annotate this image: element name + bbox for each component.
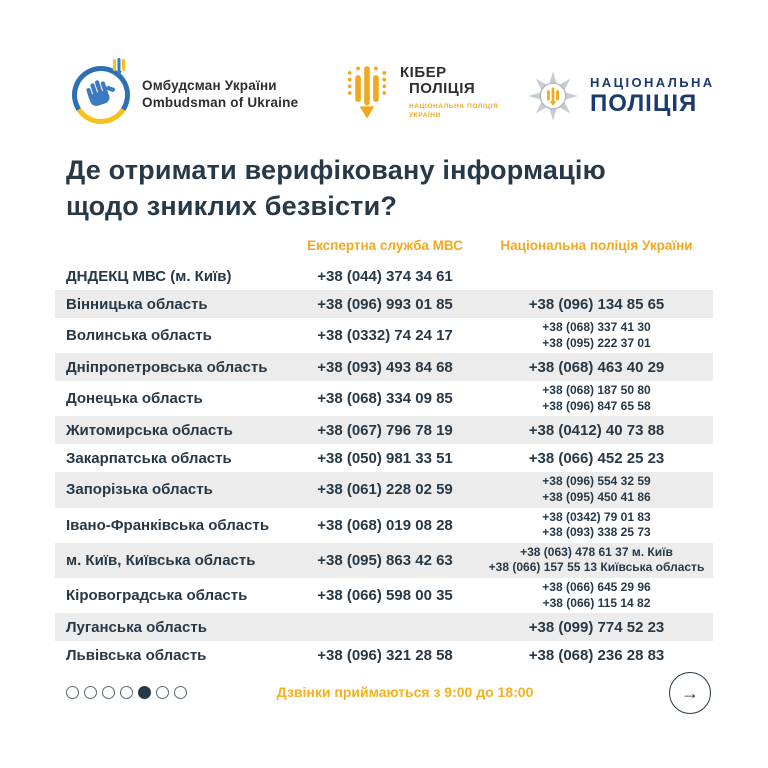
police-phone-line: +38 (066) 645 29 96 — [542, 579, 651, 594]
police-phone-line: +38 (096) 847 65 58 — [542, 398, 651, 413]
police-phone-line: +38 (066) 452 25 23 — [528, 449, 665, 467]
table-row — [55, 262, 713, 290]
cyberpolice-label-line1: КІБЕР — [400, 64, 447, 81]
pagination-dot[interactable] — [102, 686, 115, 699]
page-title: Де отримати верифіковану інформацію щодо зниклих безвісти? — [66, 155, 606, 221]
police-phones — [480, 381, 713, 416]
mvs-phone: +38 (096) 321 28 58 — [317, 646, 453, 664]
police-phones — [480, 645, 713, 666]
police-phones — [480, 294, 713, 315]
mvs-column-header: Експертна служба МВС — [307, 238, 463, 253]
cyberpolice-logo — [344, 64, 498, 122]
police-phone-line: +38 (068) 187 50 80 — [542, 383, 651, 398]
region-name: м. Київ, Київська область — [66, 551, 256, 569]
trident-icon — [112, 58, 126, 76]
ombudsman-label-en: Ombudsman of Ukraine — [142, 95, 299, 110]
police-phones — [480, 508, 713, 543]
region-name: Дніпропетровська область — [66, 358, 268, 376]
mvs-phone — [290, 625, 480, 629]
region-name: Закарпатська область — [66, 449, 232, 467]
pagination-dot[interactable] — [120, 686, 133, 699]
mvs-phone: +38 (068) 334 09 85 — [317, 390, 453, 408]
national-police-logo — [527, 70, 715, 122]
region-name: Вінницька область — [66, 295, 208, 313]
mvs-phone: +38 (068) 019 08 28 — [317, 516, 453, 534]
pagination-dot[interactable] — [156, 686, 169, 699]
hand-icon — [84, 78, 118, 112]
police-phone-line: +38 (095) 450 41 86 — [542, 489, 651, 504]
police-phone-line: +38 (099) 774 52 23 — [528, 618, 665, 636]
table-row — [55, 444, 713, 472]
region-name: Донецька область — [66, 390, 203, 408]
region-column-spacer — [55, 238, 290, 253]
pagination-dots — [66, 686, 187, 699]
table-row — [55, 613, 713, 641]
table-row — [55, 472, 713, 507]
table-row — [55, 381, 713, 416]
police-badge-icon — [527, 70, 579, 122]
cyberpolice-sub-line1: НАЦІОНАЛЬНА ПОЛІЦІЯ — [409, 102, 499, 110]
table-row — [55, 641, 713, 669]
pagination-dot[interactable] — [174, 686, 187, 699]
ombudsman-logo — [72, 66, 298, 124]
table-row — [55, 416, 713, 444]
ombudsman-circle-icon — [72, 66, 130, 124]
police-phone-line: +38 (096) 134 85 65 — [528, 295, 665, 313]
table-row — [55, 353, 713, 381]
pagination-dot[interactable] — [138, 686, 151, 699]
region-name: Волинська область — [66, 327, 212, 345]
police-phones — [480, 357, 713, 378]
mvs-phone: +38 (093) 493 84 68 — [317, 358, 453, 376]
police-phone-line: +38 (0412) 40 73 88 — [528, 421, 665, 439]
police-phones — [480, 617, 713, 638]
region-name: Житомирська область — [66, 421, 233, 439]
police-phones — [480, 472, 713, 507]
police-phones — [480, 448, 713, 469]
mvs-phone: +38 (050) 981 33 51 — [317, 449, 453, 467]
mvs-phone: +38 (061) 228 02 59 — [317, 481, 453, 499]
cyberpolice-sub-line2: УКРАЇНИ — [409, 112, 441, 120]
national-police-label-line2: ПОЛІЦІЯ — [590, 89, 698, 117]
police-phone-line: +38 (095) 222 37 01 — [542, 335, 651, 350]
region-name: Кіровоградська область — [66, 587, 248, 605]
phone-table — [55, 262, 713, 669]
police-phone-line: +38 (068) 463 40 29 — [528, 358, 665, 376]
pagination-dot[interactable] — [66, 686, 79, 699]
arrow-right-icon: → — [681, 682, 699, 703]
police-column-header: Національна поліція України — [500, 238, 693, 253]
region-name: Запорізька область — [66, 481, 213, 499]
police-phone-line: +38 (0342) 79 01 83 — [542, 509, 651, 524]
mvs-phone: +38 (096) 993 01 85 — [317, 295, 453, 313]
mvs-phone: +38 (067) 796 78 19 — [317, 421, 453, 439]
footer — [55, 672, 713, 716]
police-phones — [480, 543, 713, 578]
ombudsman-label-ua: Омбудсман України — [142, 78, 277, 94]
region-name: Луганська область — [66, 618, 207, 636]
next-page-button[interactable] — [669, 672, 711, 714]
mvs-phone: +38 (044) 374 34 61 — [317, 267, 453, 285]
police-phone-line: +38 (068) 236 28 83 — [528, 646, 665, 664]
police-phones — [480, 274, 713, 278]
police-phones — [480, 420, 713, 441]
mvs-phone: +38 (066) 598 00 35 — [317, 587, 453, 605]
police-phone-line: +38 (093) 338 25 73 — [542, 525, 651, 540]
police-phones — [480, 318, 713, 353]
table-column-headers — [55, 238, 713, 253]
cyberpolice-label-line2: ПОЛІЦІЯ — [409, 79, 476, 97]
table-row — [55, 318, 713, 353]
mvs-phone: +38 (095) 863 42 63 — [317, 551, 453, 569]
call-hours-note: Дзвінки приймаються з 9:00 до 18:00 — [276, 684, 534, 700]
police-phone-line: +38 (066) 157 55 13 Київська область — [488, 560, 705, 575]
national-police-label-line1: НАЦІОНАЛЬНА — [590, 75, 715, 91]
pagination-dot[interactable] — [84, 686, 97, 699]
police-phones — [480, 578, 713, 613]
police-phone-line: +38 (096) 554 32 59 — [542, 474, 651, 489]
police-phone-line: +38 (068) 337 41 30 — [542, 320, 651, 334]
region-name: ДНДЕКЦ МВС (м. Київ) — [66, 267, 232, 285]
region-name: Львівська область — [66, 646, 207, 664]
table-row — [55, 578, 713, 613]
mvs-phone: +38 (0332) 74 24 17 — [317, 327, 453, 345]
table-row — [55, 290, 713, 318]
table-row — [55, 543, 713, 578]
region-name: Івано-Франківська область — [66, 516, 270, 534]
police-phone-line: +38 (066) 115 14 82 — [542, 595, 651, 610]
table-row — [55, 508, 713, 543]
cyber-trident-icon — [344, 64, 390, 122]
police-phone-line: +38 (063) 478 61 37 м. Київ — [520, 544, 673, 559]
